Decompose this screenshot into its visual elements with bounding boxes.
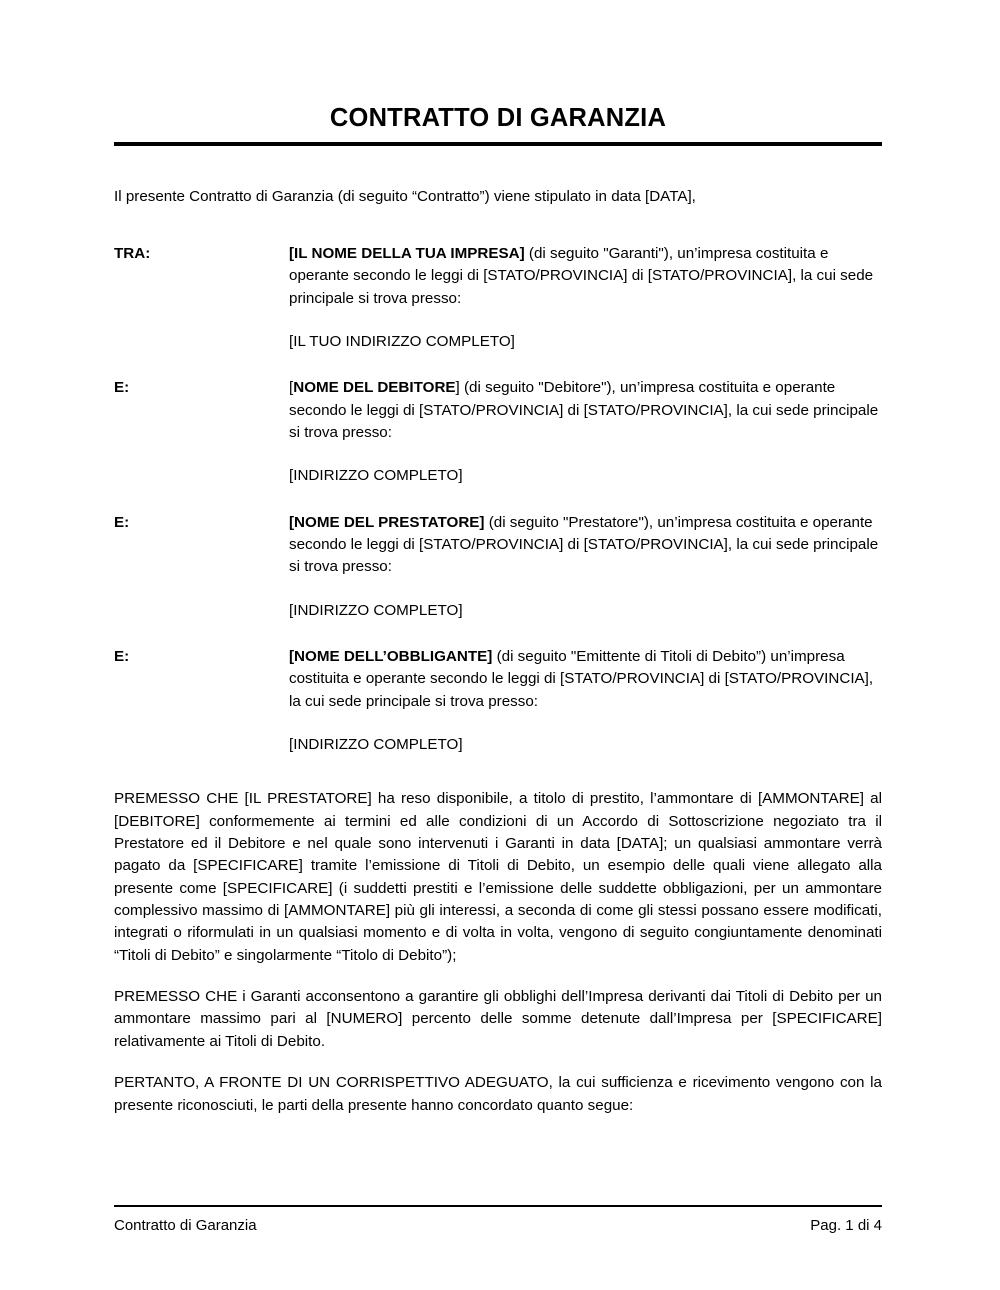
footer-document-name: Contratto di Garanzia <box>114 1217 257 1234</box>
party-block <box>114 377 882 487</box>
intro-paragraph: Il presente Contratto di Garanzia (di seguito “Contratto”) viene stipulato in data [DATA], <box>114 188 696 206</box>
recital-paragraph: PREMESSO CHE [IL PRESTATORE] ha reso disponibile, a titolo di prestito, l’ammontare di [AMMONTARE] al [DEBITORE] conformemente ai termini ed alle condizioni di un Accordo di Sottoscrizione negoziato tra il Prestatore ed il Debitore e nel quale sono intervenuti i Garanti in data [DATA]; un qualsiasi ammontare verrà pagato da [SPECIFICARE] tramite l’emissione di Titoli di Debito, un esempio delle quali viene allegato alla presente come [SPECIFICARE] (i suddetti prestiti e l’emissione delle suddette obbligazioni, per un ammontare complessivo massimo di [AMMONTARE] più gli interessi, a seconda di come gli stessi possano essere modificati, integrati o riformulati in un qualsiasi momento e di volta in volta, vengono di seguito congiuntamente denominati “Titoli di Debito” e singolarmente “Titolo di Debito”); <box>114 790 882 964</box>
page-footer <box>114 1205 882 1236</box>
party-name: NOME DEL DEBITORE <box>293 379 456 397</box>
party-label: TRA: <box>114 244 151 262</box>
party-description <box>289 512 882 579</box>
party-description-text: (di seguito "Prestatore"), un’impresa costituita e operante secondo le leggi di [STATO/PROVINCIA] di [STATO/PROVINCIA], la cui sede principale si trova presso: <box>289 513 879 576</box>
recitals-section <box>114 788 882 1116</box>
party-label: E: <box>114 648 130 666</box>
footer-row <box>114 1207 882 1236</box>
page-title: CONTRATTO DI GARANZIA <box>329 104 667 132</box>
party-bracket-close: ] <box>455 379 460 397</box>
party-description-text: (di seguito "Garanti"), un’impresa costituita e operante secondo le leggi di [STATO/PROVINCIA] di [STATO/PROVINCIA], la cui sede principale si trova presso: <box>289 244 874 307</box>
party-block <box>114 243 882 353</box>
party-name: [NOME DEL PRESTATORE] <box>289 513 485 531</box>
party-label: E: <box>114 379 130 397</box>
party-block <box>114 512 882 622</box>
party-address: [INDIRIZZO COMPLETO] <box>289 467 463 485</box>
recital-paragraph: PREMESSO CHE i Garanti acconsentono a garantire gli obblighi dell’Impresa derivanti dai Titoli di Debito per un ammontare massimo pari al [NUMERO] percento delle somme detenute dall’Impresa per [SPECIFICARE] relativamente ai Titoli di Debito. <box>114 988 882 1050</box>
party-name: [IL NOME DELLA TUA IMPRESA] <box>289 244 525 262</box>
party-name: [NOME DELL’OBBLIGANTE] <box>289 648 493 666</box>
party-label: E: <box>114 513 130 531</box>
party-body <box>289 646 882 756</box>
party-body <box>289 243 882 353</box>
party-address: [INDIRIZZO COMPLETO] <box>289 736 463 754</box>
footer-page-number: Pag. 1 di 4 <box>810 1217 882 1234</box>
party-description-text: (di seguito "Emittente di Titoli di Debito”) un’impresa costituita e operante secondo le leggi di [STATO/PROVINCIA] di [STATO/PROVINCIA], la cui sede principale si trova presso: <box>289 648 874 710</box>
party-description <box>289 377 882 444</box>
party-address: [IL TUO INDIRIZZO COMPLETO] <box>289 332 515 350</box>
party-description <box>289 646 882 713</box>
party-body <box>289 512 882 622</box>
title-divider <box>114 142 882 146</box>
party-description-text: (di seguito "Debitore"), un’impresa costituita e operante secondo le leggi di [STATO/PROVINCIA] di [STATO/PROVINCIA], la cui sede principale si trova presso: <box>289 379 879 441</box>
party-address: [INDIRIZZO COMPLETO] <box>289 601 463 619</box>
parties-section <box>114 243 882 757</box>
party-body <box>289 377 882 487</box>
document-content <box>114 0 882 1117</box>
party-block <box>114 646 882 756</box>
party-bracket-open: [ <box>289 379 294 397</box>
recital-paragraph: PERTANTO, A FRONTE DI UN CORRISPETTIVO ADEGUATO, la cui sufficienza e ricevimento vengono con la presente riconosciuti, le parti della presente hanno concordato quanto segue: <box>114 1074 882 1114</box>
party-description <box>289 243 882 310</box>
